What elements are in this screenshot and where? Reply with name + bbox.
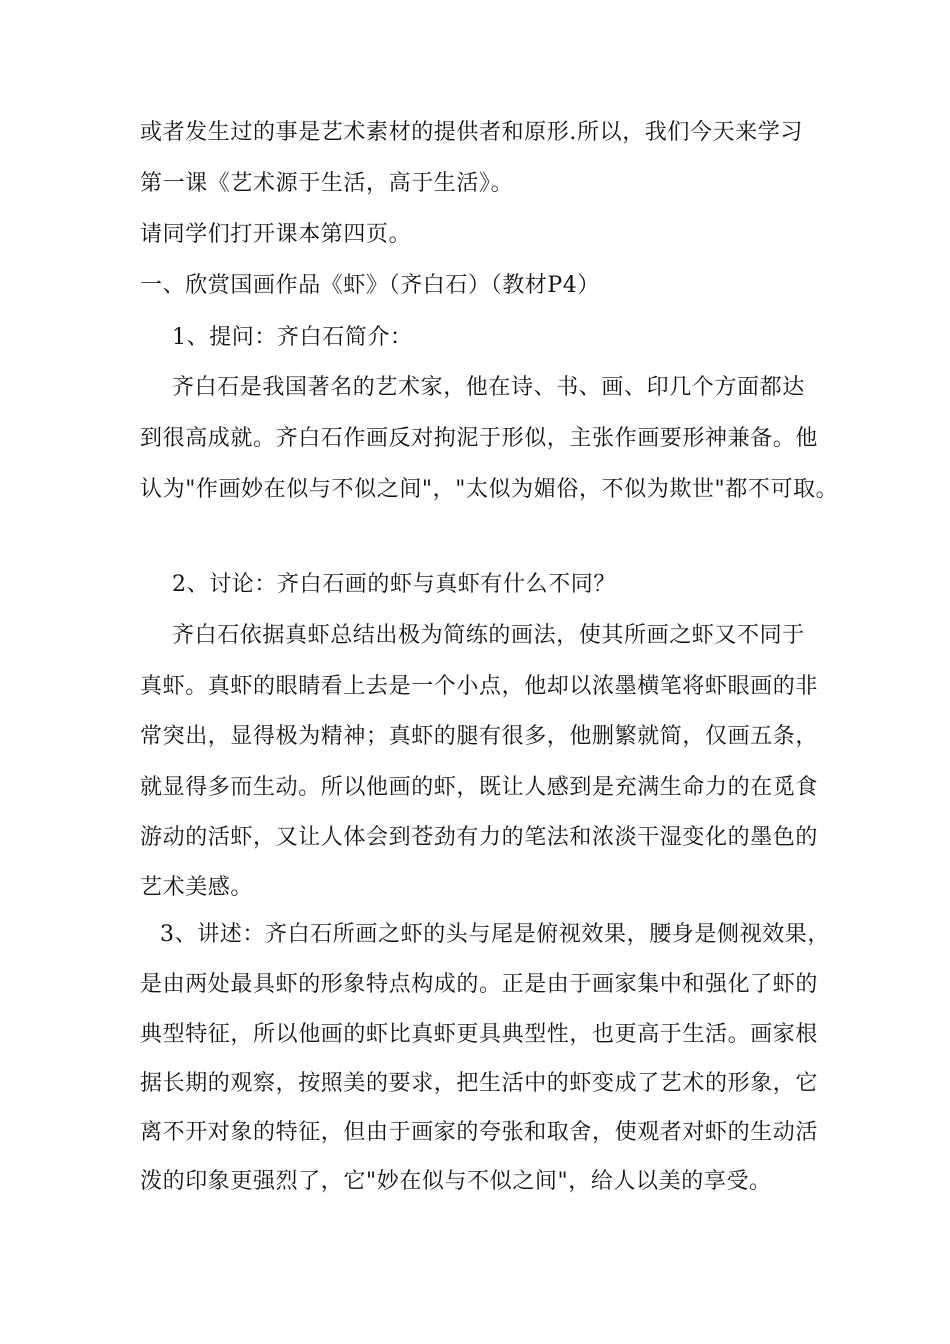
text-line: 泼的印象更强烈了，它"妙在似与不似之间"，给人以美的享受。 xyxy=(140,1169,772,1194)
text-line: 认为"作画妙在似与不似之间"，"太似为媚俗，不似为欺世"都不可取。 xyxy=(140,477,839,502)
text-line: 是由两处最具虾的形象特点构成的。正是由于画家集中和强化了虾的 xyxy=(140,972,819,997)
text-line: 艺术美感。 xyxy=(140,875,254,900)
subsection-heading: 3、讲述：齐白石所画之虾的头与尾是俯视效果，腰身是侧视效果， xyxy=(160,922,830,947)
subsection-heading: 1、提问：齐白石简介： xyxy=(172,325,413,350)
text-line: 真虾。真虾的眼睛看上去是一个小点，他却以浓墨横笔将虾眼画的非 xyxy=(140,674,819,699)
text-line: 齐白石是我国著名的艺术家，他在诗、书、画、印几个方面都达 xyxy=(172,375,805,400)
text-line: 据长期的观察，按照美的要求，把生活中的虾变成了艺术的形象，它 xyxy=(140,1071,819,1096)
text-line: 到很高成就。齐白石作画反对拘泥于形似，主张作画要形神兼备。他 xyxy=(140,426,819,451)
text-line: 离不开对象的特征，但由于画家的夸张和取舍，使观者对虾的生动活 xyxy=(140,1120,819,1145)
subsection-heading: 2、讨论：齐白石画的虾与真虾有什么不同？ xyxy=(172,572,616,597)
text-line: 游动的活虾，又让人体会到苍劲有力的笔法和浓淡干湿变化的墨色的 xyxy=(140,825,819,850)
text-line: 第一课《艺术源于生活，高于生活》。 xyxy=(140,171,514,196)
text-line: 就显得多而生动。所以他画的虾，既让人感到是充满生命力的在觅食 xyxy=(140,775,819,800)
text-line: 或者发生过的事是艺术素材的提供者和原形.所以，我们今天来学习 xyxy=(140,120,803,145)
section-heading: 一、欣赏国画作品《虾》（齐白石）（教材P4） xyxy=(140,273,601,298)
text-line: 齐白石依据真虾总结出极为简练的画法，使其所画之虾又不同于 xyxy=(172,623,805,648)
text-line: 典型特征，所以他画的虾比真虾更具典型性，也更高于生活。画家根 xyxy=(140,1022,819,1047)
text-line: 请同学们打开课本第四页。 xyxy=(140,222,412,247)
text-line: 常突出，显得极为精神；真虾的腿有很多，他删繁就简，仅画五条， xyxy=(140,724,819,749)
